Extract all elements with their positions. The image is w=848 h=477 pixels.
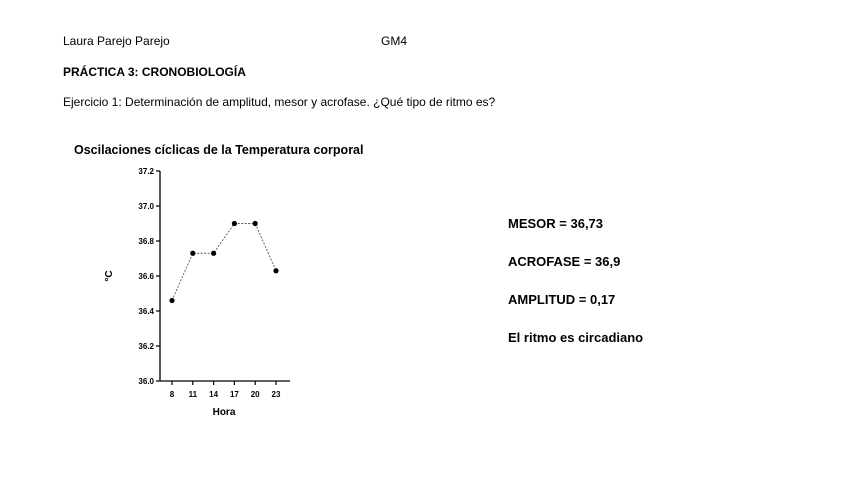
results-panel xyxy=(508,216,643,368)
x-tick-label: 14 xyxy=(209,390,219,399)
y-tick-label: 36.6 xyxy=(138,272,154,281)
chart-title: Oscilaciones cíclicas de la Temperatura corporal xyxy=(74,143,364,157)
data-point xyxy=(273,268,278,273)
x-tick-label: 17 xyxy=(229,390,239,399)
y-tick-label: 36.2 xyxy=(138,342,154,351)
y-axis-label: °C xyxy=(104,270,115,282)
y-tick-label: 36.8 xyxy=(138,237,154,246)
x-tick-label: 20 xyxy=(250,390,260,399)
data-point xyxy=(211,251,216,256)
rhythm-type-result: El ritmo es circadiano xyxy=(508,330,644,345)
y-tick-label: 36.0 xyxy=(138,377,154,386)
data-point xyxy=(169,298,174,303)
exercise-statement: Ejercicio 1: Determinación de amplitud, mesor y acrofase. ¿Qué tipo de ritmo es? xyxy=(63,95,496,109)
x-tick-label: 23 xyxy=(271,390,281,399)
y-tick-label: 37.2 xyxy=(138,167,154,176)
data-point xyxy=(232,221,237,226)
x-tick-label: 11 xyxy=(188,390,198,399)
group-label: GM4 xyxy=(381,34,408,48)
amplitud-result: AMPLITUD = 0,17 xyxy=(508,292,616,307)
y-tick-label: 36.4 xyxy=(138,307,154,316)
acrofase-result: ACROFASE = 36,9 xyxy=(508,254,621,269)
mesor-result: MESOR = 36,73 xyxy=(508,216,604,231)
series-line xyxy=(172,224,276,301)
data-point xyxy=(253,221,258,226)
practice-title: PRÁCTICA 3: CRONOBIOLOGÍA xyxy=(63,65,246,79)
x-axis-label: Hora xyxy=(212,407,236,418)
data-point xyxy=(190,251,195,256)
y-tick-label: 37.0 xyxy=(138,202,154,211)
x-tick-label: 8 xyxy=(169,390,175,399)
author-name: Laura Parejo Parejo xyxy=(63,34,170,48)
